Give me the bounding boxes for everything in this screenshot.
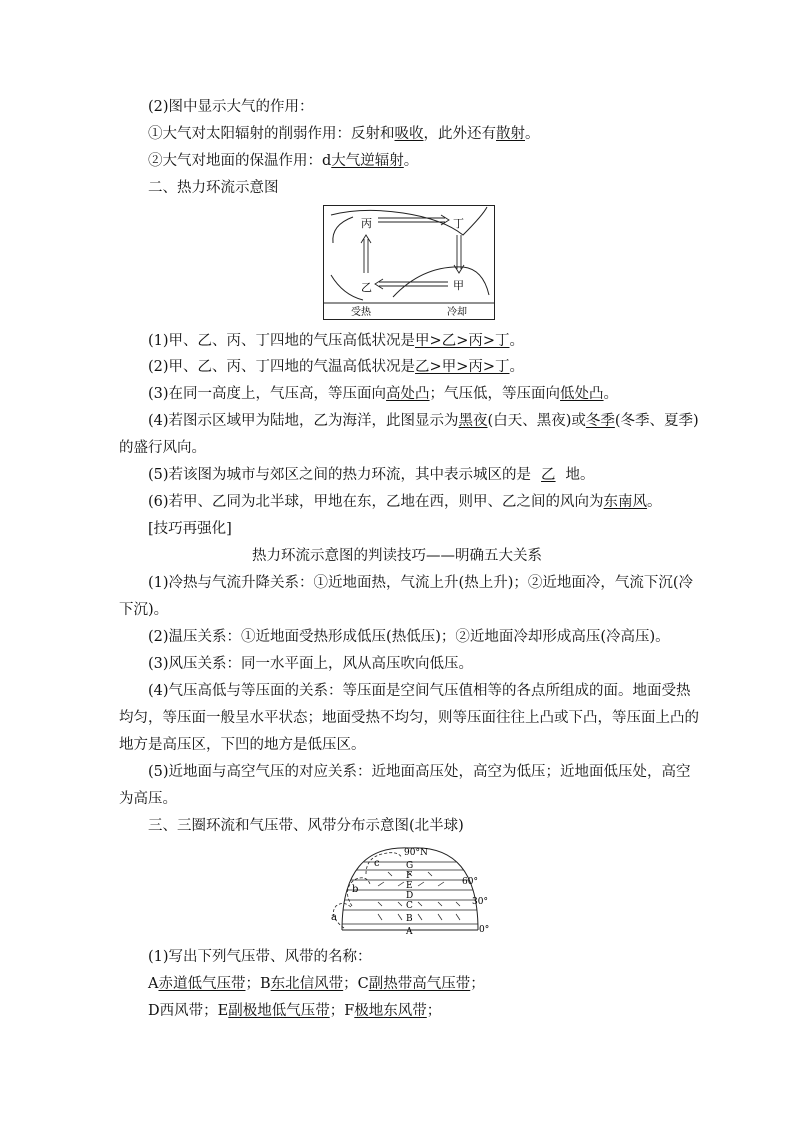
text: (白天、黑夜)或 xyxy=(487,413,586,429)
text: 。 xyxy=(509,333,524,349)
thermal-q2 xyxy=(148,357,524,377)
atmosphere-item-1 xyxy=(148,124,540,144)
skills-p2 xyxy=(148,627,670,647)
thermal-q4-cont xyxy=(119,438,206,458)
cell-b-loop xyxy=(347,878,370,906)
answer: 高处凸 xyxy=(386,386,430,402)
belt-label-g: G xyxy=(406,861,414,871)
thermal-q4 xyxy=(148,411,699,431)
thermal-q5 xyxy=(148,465,595,485)
atmosphere-heading xyxy=(148,97,314,117)
skills-p4 xyxy=(148,681,691,701)
text: 。 xyxy=(647,494,662,510)
cell-b-label: b xyxy=(352,884,359,895)
text: ； xyxy=(470,976,485,992)
text: (1)冷热与气流升降关系：①近地面热，气流上升(热上升)；②近地面冷，气流下沉(冷 xyxy=(148,575,694,591)
text: 。 xyxy=(603,386,619,402)
thermal-heading xyxy=(148,178,279,198)
label-ding: 丁 xyxy=(453,217,464,230)
belt-label-a: A xyxy=(406,927,413,936)
lat-60-label: 60° xyxy=(462,877,478,887)
text: (5)近地面与高空气压的对应关系：近地面高压处，高空为低压；近地面低压处，高空 xyxy=(148,764,691,780)
text: 为高压。 xyxy=(119,791,177,807)
label-bing: 丙 xyxy=(361,217,372,230)
text: (2)图中显示大气的作用： xyxy=(148,99,314,115)
lat-0-label: 0° xyxy=(479,925,490,935)
text: 。 xyxy=(525,126,540,142)
text: [技巧再强化] xyxy=(148,521,232,537)
answer: 甲>乙>丙>丁 xyxy=(415,333,510,349)
answer: 极地东风带 xyxy=(354,1003,427,1019)
cell-a-label: a xyxy=(331,912,337,923)
text: (3)风压关系：同一水平面上，风从高压吹向低压。 xyxy=(148,656,474,672)
text: ②大气对地面的保温作用：d xyxy=(148,153,332,169)
skills-p5-cont xyxy=(119,789,177,809)
answer: 吸收 xyxy=(394,126,424,142)
label-cool: 冷却 xyxy=(447,307,467,318)
answer: 乙>甲>丙>丁 xyxy=(415,359,510,375)
skills-p3 xyxy=(148,654,473,674)
text: (4)气压高低与等压面的关系：等压面是空间气压值相等的各点所组成的面。地面受热 xyxy=(148,683,691,699)
thermal-q6 xyxy=(148,492,662,512)
belt-label-f: F xyxy=(406,871,413,881)
text: 均匀，等压面一般呈水平状态；地面受热不均匀，则等压面往往上凸或下凸，等压面上凸的 xyxy=(119,710,699,726)
text: 。 xyxy=(403,153,419,169)
text: (1)甲、乙、丙、丁四地的气压高低状况是 xyxy=(148,333,416,349)
thermal-circulation-diagram xyxy=(323,205,495,320)
answer: 副极地低气压带 xyxy=(228,1003,330,1019)
text: (2)温压关系：①近地面受热形成低压(热低压)；②近地面冷却形成高压(冷高压)。 xyxy=(148,629,670,645)
skills-tag xyxy=(148,519,232,539)
skills-p5 xyxy=(148,762,691,782)
cell-c-label: c xyxy=(374,858,380,869)
text: ，此外还有 xyxy=(423,126,496,142)
text: 热力环流示意图的判读技巧——明确五大关系 xyxy=(252,548,542,564)
text: ；B xyxy=(245,976,271,992)
text: 地方是高压区，下凹的地方是低压区。 xyxy=(119,737,366,753)
text: 下沉)。 xyxy=(119,602,169,618)
lat-90-label: 90°N xyxy=(404,848,428,858)
text: ； xyxy=(426,1003,442,1019)
three-cell-diagram xyxy=(322,844,492,936)
label-heat: 受热 xyxy=(351,307,371,318)
answer: 东南风 xyxy=(603,494,648,510)
text: (1)写出下列气压带、风带的名称： xyxy=(148,949,372,965)
answer: 黑夜 xyxy=(458,413,488,429)
skills-p1 xyxy=(148,573,693,593)
text: (3)在同一高度上，气压高，等压面向 xyxy=(148,386,387,402)
cells-answer-row-1 xyxy=(148,974,485,994)
text: (5)若该图为城市与郊区之间的热力环流，其中表示城区的是 xyxy=(148,467,532,483)
text: ；F xyxy=(329,1003,355,1019)
text: (6)若甲、乙同为北半球，甲地在东，乙地在西，则甲、乙之间的风向为 xyxy=(148,494,604,510)
cells-answer-row-2 xyxy=(148,1001,441,1021)
diagram-frame xyxy=(324,206,495,320)
cells-heading xyxy=(148,816,464,836)
text: ①大气对太阳辐射的削弱作用：反射和 xyxy=(148,126,395,142)
label-jia: 甲 xyxy=(453,279,464,292)
answer: 乙 xyxy=(541,467,556,483)
thermal-q1 xyxy=(148,331,524,351)
answer: 低处凸 xyxy=(560,386,604,402)
belt-label-c: C xyxy=(406,901,413,911)
skills-p4-cont1 xyxy=(119,708,699,728)
thermal-q3 xyxy=(148,384,618,404)
answer: 赤道低气压带 xyxy=(158,976,246,992)
lat-30-label: 30° xyxy=(472,897,488,907)
text: 三、三圈环流和气压带、风带分布示意图(北半球) xyxy=(148,818,464,834)
label-yi: 乙 xyxy=(361,281,372,294)
atmosphere-item-2 xyxy=(148,151,418,171)
answer: 东北信风带 xyxy=(270,976,344,992)
skills-p4-cont2 xyxy=(119,735,366,755)
text: D西风带；E xyxy=(148,1003,229,1019)
wind-arrows xyxy=(378,872,460,920)
text: (4)若图示区域甲为陆地，乙为海洋，此图显示为 xyxy=(148,413,459,429)
text: (2)甲、乙、丙、丁四地的气温高低状况是 xyxy=(148,359,416,375)
answer: 大气逆辐射 xyxy=(331,153,404,169)
cells-question-heading xyxy=(148,947,372,967)
belt-label-d: D xyxy=(406,891,414,901)
text: 二、热力环流示意图 xyxy=(148,180,279,196)
skills-title xyxy=(0,546,794,566)
answer: 冬季 xyxy=(585,413,615,429)
answer: 副热带高气压带 xyxy=(368,976,471,992)
belt-label-b: B xyxy=(406,914,413,924)
text: 的盛行风向。 xyxy=(119,440,206,456)
text: 地。 xyxy=(565,467,595,483)
text: 。 xyxy=(509,359,524,375)
text: (冬季、夏季) xyxy=(614,413,699,429)
text: ；C xyxy=(343,976,369,992)
skills-p1-cont xyxy=(119,600,168,620)
text: A xyxy=(148,976,159,992)
answer: 散射 xyxy=(496,126,525,142)
belt-label-e: E xyxy=(406,881,413,891)
text: ；气压低，等压面向 xyxy=(429,386,561,402)
